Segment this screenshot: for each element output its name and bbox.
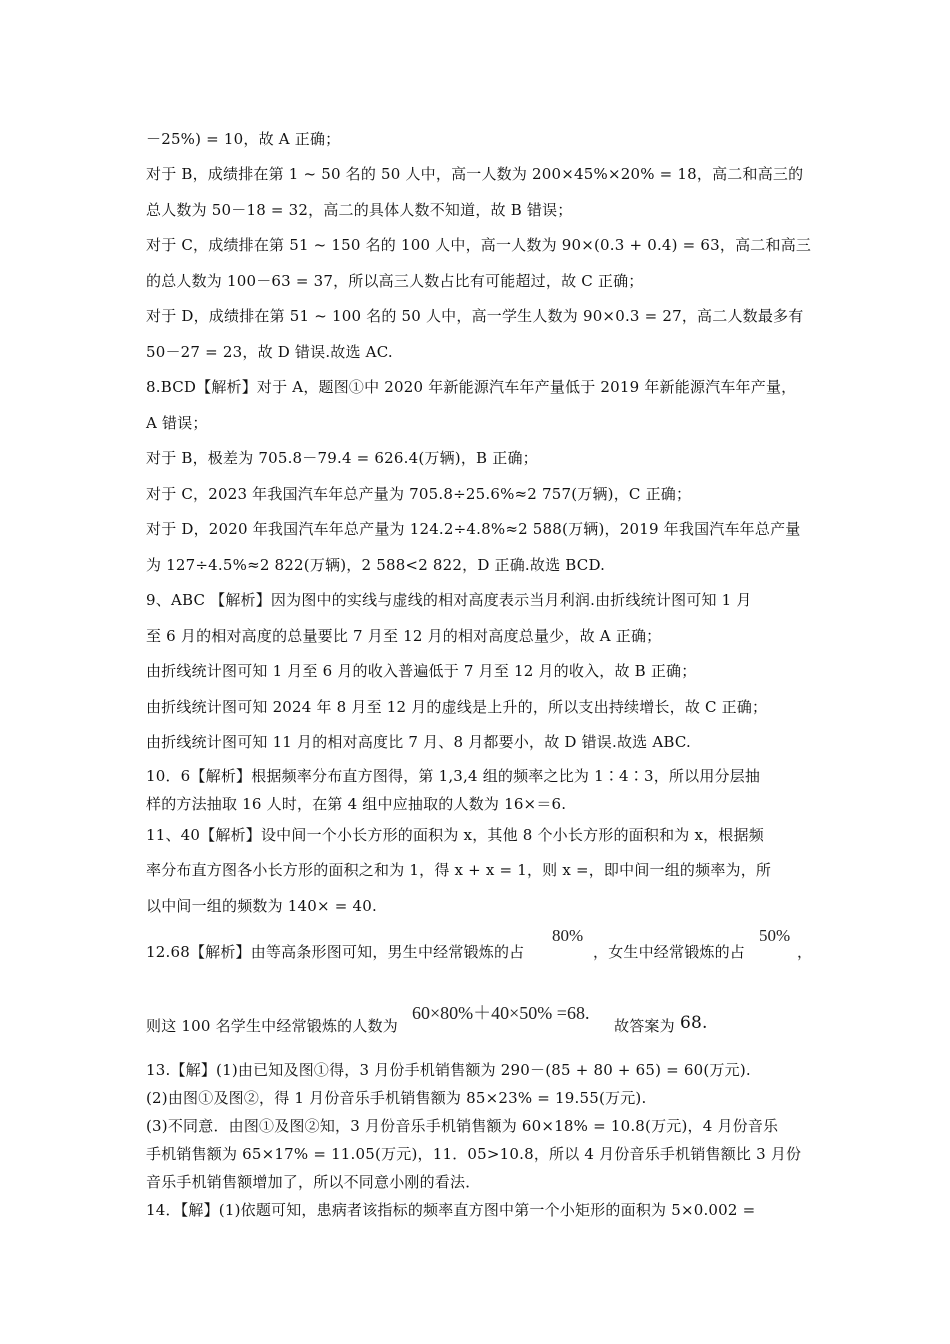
text-line: 的总人数为 100－63 = 37，所以高三人数占比有可能超过，故 C 正确；	[146, 272, 644, 290]
text-line: 由折线统计图可知 2024 年 8 月至 12 月的虚线是上升的，所以支出持续增长，故 C 正确；	[146, 698, 768, 716]
text-line: (2)由图①及图②，得 1 月份音乐手机销售额为 85×23% = 19.55(万元).	[146, 1089, 647, 1107]
text-line: 对于 D，成绩排在第 51 ~ 100 名的 50 人中，高一学生人数为 90×0.3 = 27，高二人数最多有	[146, 307, 804, 325]
text-line: 由折线统计图可知 11 月的相对高度比 7 月、8 月都要小，故 D 错误.故选 ABC.	[146, 733, 691, 751]
text-line: 为 127÷4.5%≈2 822(万辆)，2 588<2 822，D 正确.故选 BCD.	[146, 556, 606, 574]
text-line: 50－27 = 23，故 D 错误.故选 AC.	[146, 343, 393, 361]
text-line: 手机销售额为 65×17% = 11.05(万元)，11．05>10.8，所以 4 月份音乐手机销售额比 3 月份	[146, 1145, 802, 1163]
text-line: (3)不同意．由图①及图②知，3 月份音乐手机销售额为 60×18% = 10.8(万元)，4 月份音乐	[146, 1117, 779, 1135]
text-line: 14．【解】(1)依题可知，患病者该指标的频率直方图中第一个小矩形的面积为 5×0.002 =	[146, 1201, 756, 1219]
text-line: 由折线统计图可知 1 月至 6 月的收入普遍低于 7 月至 12 月的收入，故 B 正确；	[146, 662, 697, 680]
final-answer: 68.	[680, 1013, 708, 1033]
math-50-percent: 50%	[759, 926, 791, 945]
text-line: 10．6【解析】根据频率分布直方图得，第 1,3,4 组的频率之比为 1∶4∶3，所以用分层抽	[146, 767, 761, 785]
text-line: 8.BCD【解析】对于 A，题图①中 2020 年新能源汽车年产量低于 2019 年新能源汽车年产量，	[146, 378, 797, 396]
text-line: 率分布直方图各小长方形的面积之和为 1，得 x + x = 1，则 x =，即中间一组的频率为，所	[146, 861, 772, 879]
text-line: 对于 C，成绩排在第 51 ~ 150 名的 100 人中，高一人数为 90×(0.3 + 0.4) = 63，高二和高三	[146, 236, 812, 254]
text-line: 13.【解】(1)由已知及图①得，3 月份手机销售额为 290－(85 + 80 + 65) = 60(万元).	[146, 1061, 751, 1079]
text-line: 对于 D，2020 年我国汽车年总产量为 124.2÷4.8%≈2 588(万辆)，2019 年我国汽车年总产量	[146, 520, 801, 538]
math-80-percent: 80%	[552, 926, 584, 945]
text-line: 总人数为 50－18 = 32，高二的具体人数不知道，故 B 错误；	[146, 201, 573, 219]
text-line: 样的方法抽取 16 人时，在第 4 组中应抽取的人数为 16×＝6.	[146, 795, 567, 813]
text-line: －25%) = 10，故 A 正确；	[146, 130, 341, 148]
text-line: 至 6 月的相对高度的总量要比 7 月至 12 月的相对高度总量少，故 A 正确；	[146, 627, 662, 645]
text-line: ，	[797, 943, 813, 961]
text-line: 对于 C，2023 年我国汽车年总产量为 705.8÷25.6%≈2 757(万辆)，C 正确；	[146, 485, 692, 503]
text-line: 以中间一组的频数为 140× = 40.	[146, 897, 377, 915]
text-line: 则这 100 名学生中经常锻炼的人数为	[146, 1017, 398, 1035]
text-line: 9、ABC 【解析】因为图中的实线与虚线的相对高度表示当月利润.由折线统计图可知 1 月	[146, 591, 752, 609]
text-line: A 错误；	[146, 414, 208, 432]
text-line: 12.68【解析】由等高条形图可知，男生中经常锻炼的占	[146, 943, 525, 961]
text-line: 音乐手机销售额增加了，所以不同意小刚的看法．	[146, 1173, 481, 1191]
text-line: 对于 B，极差为 705.8－79.4 = 626.4(万辆)，B 正确；	[146, 449, 538, 467]
text-line: 对于 B，成绩排在第 1 ~ 50 名的 50 人中，高一人数为 200×45%×20% = 18，高二和高三的	[146, 165, 804, 183]
text-line: 故答案为	[614, 1017, 675, 1035]
text-line: 11、40【解析】设中间一个小长方形的面积为 x，其他 8 个小长方形的面积和为 x，根据频	[146, 826, 764, 844]
math-expression: 60×80%＋40×50% =68.	[412, 1003, 590, 1023]
text-line: ，女生中经常锻炼的占	[593, 943, 746, 961]
